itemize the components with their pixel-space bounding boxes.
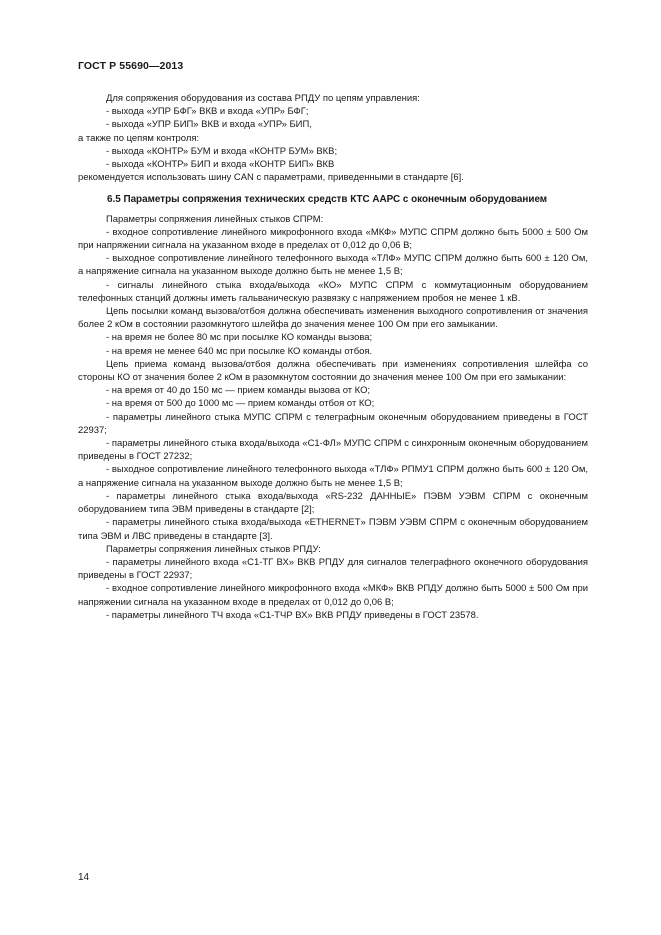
paragraph: - параметры линейного стыка входа/выхода «С1-ФЛ» МУПС СПРМ с синхронным оконечным оборудованием приведены в ГОСТ 27232;	[78, 438, 588, 463]
paragraph: - сигналы линейного стыка входа/выхода «КО» МУПС СПРМ с коммутационным оборудованием телефонных станций должны иметь гальваническую развязку с напряжением пробоя не менее 1 кВ.	[78, 279, 588, 304]
paragraph: - входное сопротивление линейного микрофонного входа «МКФ» МУПС СПРМ должно быть 5000 ± 500 Ом при напряжении сигнала на указанном входе в пределах от 0,012 до 0,06 В;	[78, 226, 588, 252]
paragraph-group-a	[78, 92, 588, 184]
paragraph: - параметры линейного стыка входа/выхода «RS-232 ДАННЫЕ» ПЭВМ УЭВМ СПРМ с оконечным оборудованием типа ЭВМ приведены в стандарте [2];	[78, 490, 588, 516]
paragraph: - параметры линейного стыка входа/выхода «ETHERNET» ПЭВМ УЭВМ СПРМ с оконечным оборудованием типа ЭВМ и ЛВС приведены в стандарте [3].	[78, 517, 588, 542]
paragraph: - параметры линейного входа «С1-ТГ ВХ» ВКВ РПДУ для сигналов телеграфного оконечного оборудования приведены в ГОСТ 22937;	[78, 556, 588, 582]
paragraph: - на время от 40 до 150 мс — прием команды вызова от КО;	[106, 385, 371, 397]
paragraph: - на время не менее 640 мс при посылке КО команды отбоя.	[106, 345, 373, 357]
paragraph: - выхода «КОНТР» БИП и входа «КОНТР БИП» ВКВ	[106, 159, 335, 171]
paragraph-group-b	[78, 213, 588, 622]
document-header: ГОСТ Р 55690—2013	[78, 60, 184, 72]
paragraph: Цепь приема команд вызова/отбоя должна обеспечивать при изменениях сопротивления шлейфа со стороны КО от значения более 2 кОм в разомкнутом состоянии до значения менее 100 Ом при его замыкании:	[78, 358, 588, 384]
section-title: 6.5 Параметры сопряжения технических средств КТС ААРС с оконечным оборудованием	[107, 194, 548, 206]
paragraph: - выходное сопротивление линейного телефонного выхода «ТЛФ» МУПС СПРМ должно быть 600 ± 120 Ом, а напряжение сигнала на указанном выходе должно быть не менее 1,5 В;	[78, 253, 588, 278]
paragraph: - выхода «КОНТР» БУМ и входа «КОНТР БУМ» ВКВ;	[106, 145, 338, 157]
paragraph: - на время от 500 до 1000 мс — прием команды отбоя от КО;	[106, 398, 375, 410]
paragraph: - входное сопротивление линейного микрофонного входа «МКФ» ВКВ РПДУ должно быть 5000 ± 500 Ом при напряжении сигнала на указанном входе в пределах от 0,012 до 0,06 В;	[78, 583, 588, 608]
paragraph: - выходное сопротивление линейного телефонного выхода «ТЛФ» РПМУ1 СПРМ должно быть 600 ± 120 Ом, а напряжение сигнала на указанном выходе должно быть не менее 1,5 В;	[78, 464, 588, 489]
paragraph: - на время не более 80 мс при посылке КО команды вызова;	[106, 332, 373, 344]
paragraph: Цепь посылки команд вызова/отбоя должна обеспечивать изменения выходного сопротивления от значения более 2 кОм в состоянии разомкнутого шлейфа до значения менее 100 Ом при его замыкании.	[78, 306, 588, 331]
paragraph: - выхода «УПР БФГ» ВКВ и входа «УПР» БФГ;	[106, 106, 309, 118]
paragraph: Параметры сопряжения линейных стыков СПРМ:	[106, 213, 324, 225]
paragraph: - параметры линейного ТЧ входа «С1-ТЧР ВХ» ВКВ РПДУ приведены в ГОСТ 23578.	[106, 609, 479, 621]
paragraph: а также по цепям контроля:	[78, 132, 200, 144]
page-number: 14	[78, 872, 90, 883]
paragraph: рекомендуется использовать шину CAN с параметрами, приведенными в стандарте [6].	[78, 172, 464, 184]
paragraph: Для сопряжения оборудования из состава РПДУ по цепям управления:	[106, 93, 420, 104]
paragraph: Параметры сопряжения линейных стыков РПДУ:	[106, 543, 321, 555]
paragraph: - параметры линейного стыка МУПС СПРМ с телеграфным оконечным оборудованием приведены в ГОСТ 22937;	[78, 411, 588, 436]
paragraph: - выхода «УПР БИП» ВКВ и входа «УПР» БИП,	[106, 119, 312, 131]
document-body	[78, 92, 588, 622]
